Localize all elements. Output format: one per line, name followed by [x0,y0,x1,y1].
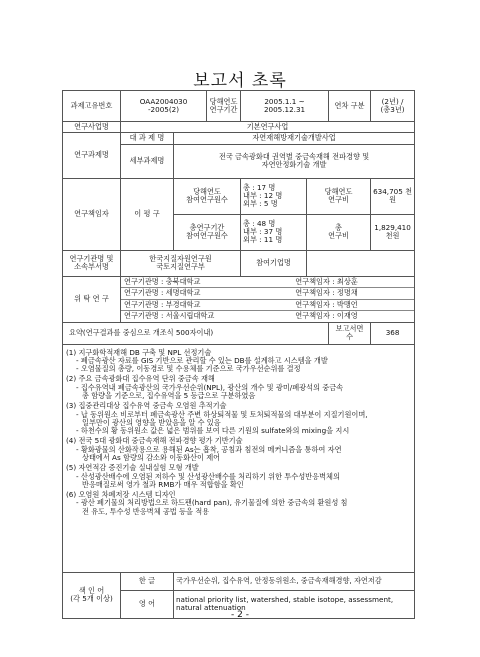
report-title: 보고서 초록 [193,71,287,91]
business-label: 연구사업명 [63,122,121,133]
consign-row: 연구기관명 : 세명대학교 연구책임자 : 정명채 [121,288,414,299]
company-label: 참여기업명 [241,250,307,276]
consign-row: 연구기관명 : 부경대학교 연구책임자 : 박맹언 [121,299,414,310]
stage-label: 연차 구분 [329,91,371,122]
keywords-en-label: 영 어 [121,590,174,618]
institution-label: 연구기관명 및 소속부서명 [63,250,121,276]
keywords-ko-value: 국가우선순위, 집수유역, 안정동위원소, 중금속재해경향, 자연저감 [174,572,415,590]
detail-task-label: 세부과제명 [121,144,174,178]
summary-header: 요약(연구결과를 중심으로 개조식 500자이내) [63,322,329,344]
consign-list [121,276,415,322]
summary-item: (2) 주요 금속광화대 집수유역 단위 중금속 재해 - 집수유역내 폐금속광산의 국가우선순위(NPL), 광산의 개수 및 광미/폐광석의 중금속 총 함량을 기준으로, 집수유역을 5 등급으로 구분하였음 [66,374,344,400]
period-value: 2005.1.1 ~ 2005.12.31 [241,91,329,122]
summary-item: (1) 지구화학적재해 DB 구축 및 NPL 선정기술 - 폐금속광산 자료를 GIS 기반으로 관리할 수 있는 DB를 설계하고 시스템을 개발 - 오염물질의 총량, 이동경로 및 수용체를 기준으로 국가우선순위를 결정 [66,347,328,374]
main-task-value: 자연재해방재기술개발사업 [174,133,415,144]
page-number: - 2 - [231,610,249,620]
summary-item: (5) 자연적감 증진기술 실내실험 모형 개발 - 산성광산배수에 오염된 저하수 및 산성광산배수를 처리하기 위한 투수성반응벽체의 반응매질로써 영가 철과 RMB가 매우 적합함을 확인 [66,463,340,489]
institution-value: 한국지질자원연구원 국토지질연구부 [121,250,241,276]
year-cost-value: 634,705 천원 [371,178,415,214]
keywords-en-value: national priority list, watershed, stable isotope, assessment, natural attenuation [174,590,415,618]
project-id-value: OAA2004030 -2005(2) [121,91,207,122]
summary-item: (6) 오염원 차폐저장 시스템 디자인 - 광산 폐기물의 처리방법으로 하드팬(hard pan), 유기물질에 의한 중금속의 환원성 침 전 유도, 투수성 반응벽체 공법 등을 적용 [66,490,348,516]
company-value [307,250,415,276]
keywords-ko-label: 한 글 [121,572,174,590]
year-cost-label: 당해연도 연구비 [307,178,371,214]
total-staff-counts: 총 : 48 명 내부 : 37 명 외부 : 11 명 [241,214,307,250]
total-cost-label: 총 연구비 [307,214,371,250]
main-task-label: 대 과 제 명 [121,133,174,144]
project-id-label: 과제고유번호 [63,91,121,122]
summary-item: (3) 집중관리대상 집수유역 중금속 오염원 추적기술 - 납 동위원소 비로부터 폐금속광산 주변 하상퇴적물 및 토처퇴적물의 대부분이 지질기원이며, 일부만이 광산의 영향을 받았음을 알 수 있음 - 하천수의 황 동위원소 값은 넓은 범위를 보여 다른 기원의 sulfate와의 mixing을 지시 [66,401,368,436]
pages-value: 368 [371,322,415,344]
report-abstract-table [62,90,415,619]
detail-task-value: 전국 금속광화대 권역별 중금속재해 전파경향 및 자연안정화기술 개발 [174,144,415,178]
period-label: 당해연도 연구기간 [207,91,241,122]
consign-row: 연구기관명 : 충북대학교 연구책임자 : 최상훈 [121,277,414,288]
year-staff-label: 당해연도 참여연구원수 [174,178,241,214]
researcher-name: 이 평 구 [121,178,174,250]
business-value: 기본연구사업 [121,122,415,133]
consign-row: 연구기관명 : 서울시립대학교 연구책임자 : 이재영 [124,310,358,320]
consign-label: 위 탁 연 구 [63,276,121,322]
stage-value: (2년) / (총3년) [371,91,415,122]
keywords-label: 색 인 어 (각 5개 이상) [63,572,121,618]
total-staff-label: 총연구기간 참여연구원수 [174,214,241,250]
summary-body [63,344,415,572]
pages-label: 보고서면 수 [329,322,371,344]
researcher-label: 연구책임자 [63,178,121,250]
total-cost-value: 1,829,410 천원 [371,214,415,250]
task-label: 연구과제명 [63,133,121,178]
summary-item: (4) 전국 5대 광화대 중금속재해 전파경향 평가 기반기술 - 황화광물의 산화작용으로 용해된 As는 흡착, 공침과 침전의 메커니즘을 통하여 자연 상태에서 As 함량의 감소와 이동화산이 제어 [66,436,342,462]
year-staff-counts: 총 : 17 명 내부 : 12 명 외부 : 5 명 [241,178,307,214]
